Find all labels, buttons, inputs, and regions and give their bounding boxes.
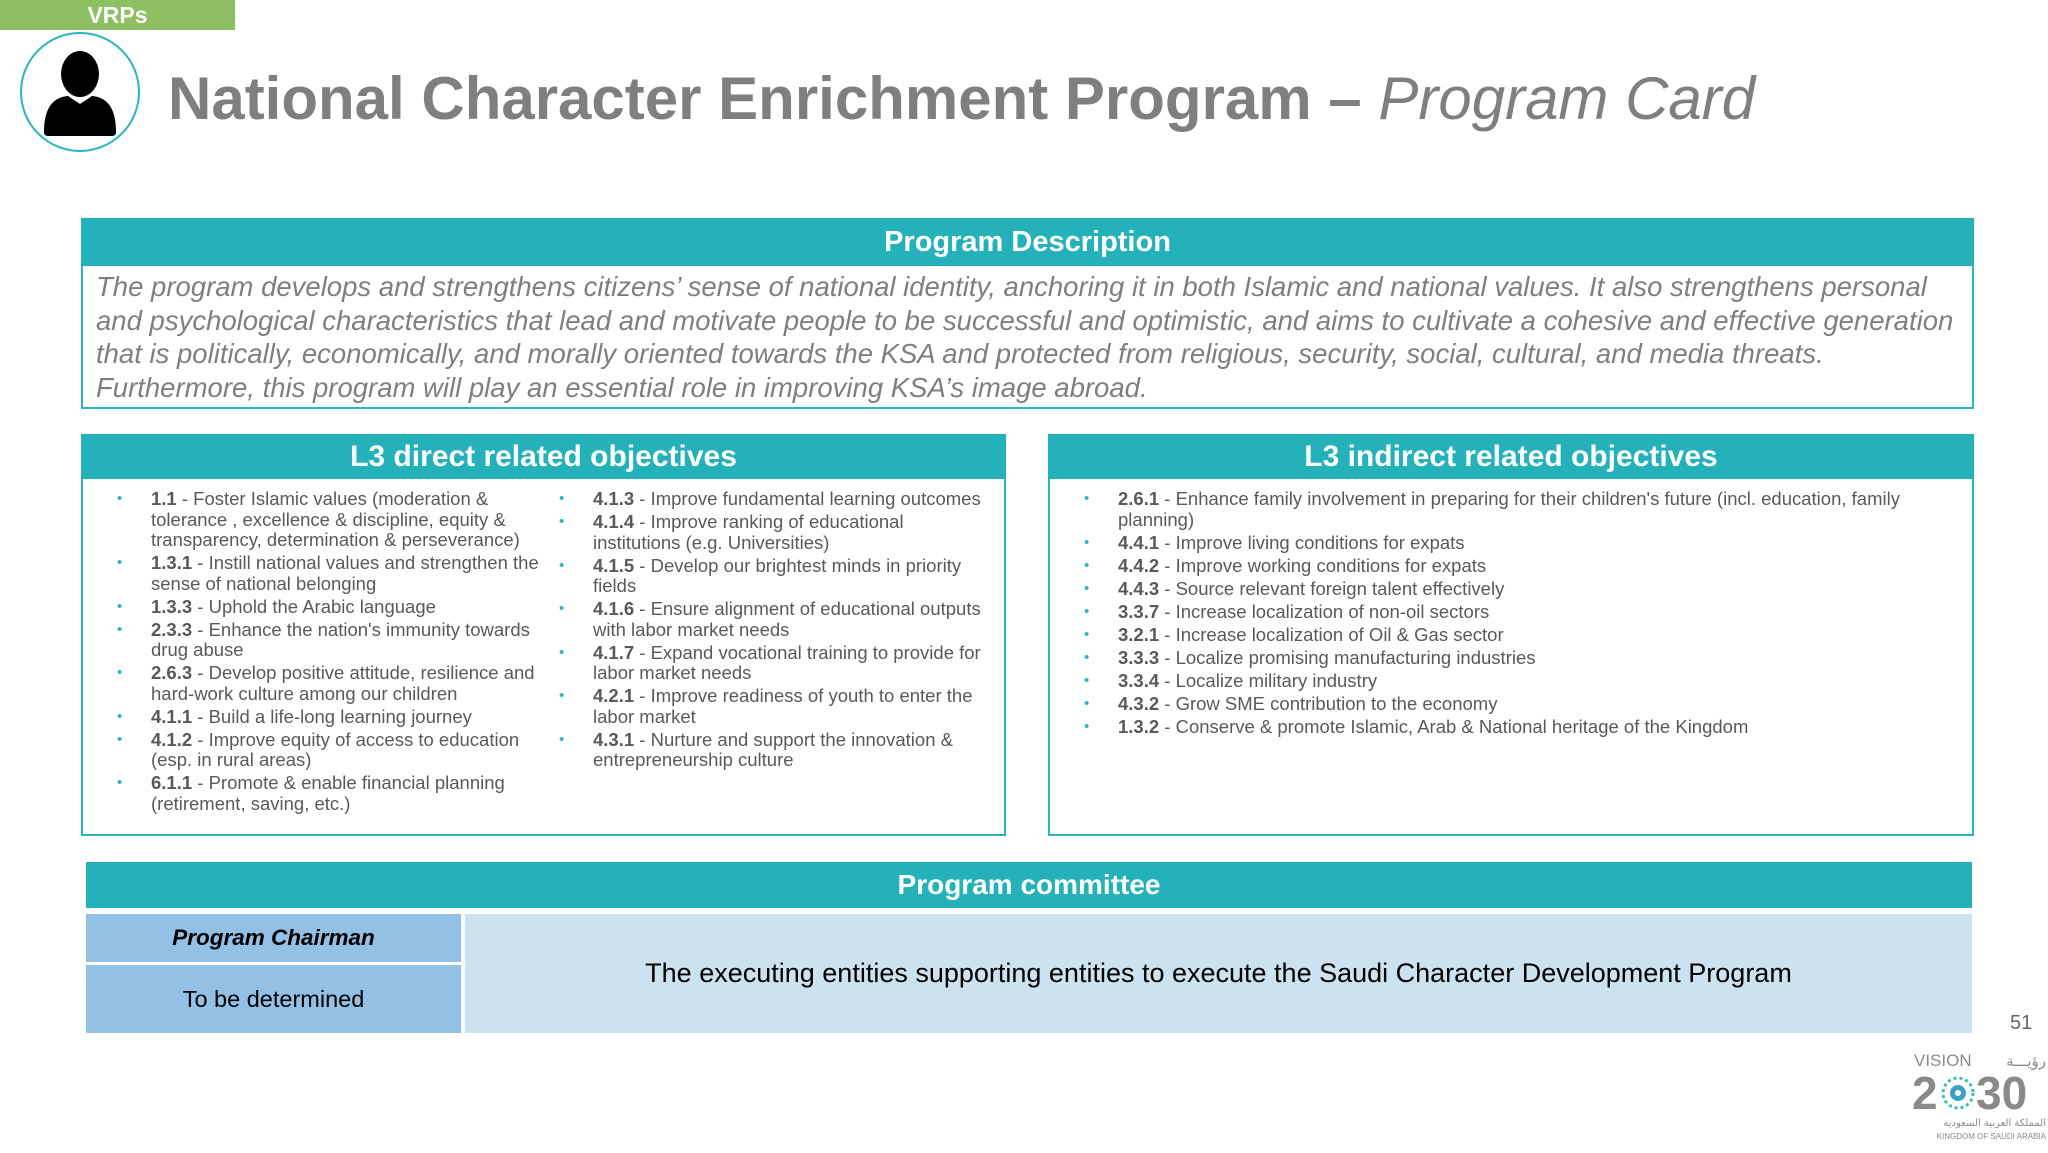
objective-item: • 4.4.1 - Improve living conditions for expats (1084, 531, 1465, 553)
page-number: 51 (2010, 1012, 2033, 1034)
description-header: Program Description (81, 218, 1974, 266)
objective-item: • 6.1.1 - Promote & enable financial planning (retirement, saving, etc.) (117, 772, 505, 814)
logo-year-left: 2 (1912, 1067, 1938, 1119)
objective-item: • 4.1.4 - Improve ranking of educational institutions (e.g. Universities) (559, 511, 904, 553)
logo-vision-text: VISION (1914, 1051, 1972, 1070)
objective-item: • 4.1.7 - Expand vocational training to provide for labor market needs (559, 641, 981, 683)
objective-item: • 4.1.3 - Improve fundamental learning outcomes (559, 488, 981, 509)
logo-kingdom-text: KINGDOM OF SAUDI ARABIA (1936, 1132, 2046, 1141)
logo-emblem (1943, 1078, 1973, 1108)
objective-item: • 1.3.3 - Uphold the Arabic language (117, 595, 436, 617)
objective-item: • 4.1.5 - Develop our brightest minds in priority fields (559, 554, 962, 596)
logo-year-right: 30 (1976, 1067, 2028, 1119)
objective-item: • 3.3.4 - Localize military industry (1084, 669, 1378, 691)
objective-item: • 4.1.1 - Build a life-long learning journey (117, 705, 472, 727)
executing-entities: The executing entities supporting entities to execute the Saudi Character Development Program (465, 914, 1972, 1033)
logo-arabic-vision: رؤيـــة (2006, 1052, 2046, 1070)
objective-item: • 4.3.2 - Grow SME contribution to the economy (1084, 692, 1498, 714)
indirect-objectives-list (1084, 489, 1964, 740)
description-text: The program develops and strengthens citizens’ sense of national identity, anchoring it in both Islamic and national values. It also strengthens personal and psychological characteristics that lead and motivate people to be successful and optimistic, and aims to cultivate a cohesive and effective generation that is politically, economically, and morally oriented towards the KSA and protected from religious, security, social, cultural, and media threats. Furthermore, this program will play an essential role in improving KSA’s image abroad. (96, 271, 1954, 403)
objective-item: • 1.1 - Foster Islamic values (moderation & tolerance , excellence & discipline, equity & transparency, determination & perseverance) (117, 488, 520, 550)
direct-objectives-header: L3 direct related objectives (81, 434, 1006, 479)
objective-item: • 4.1.2 - Improve equity of access to education (esp. in rural areas) (117, 728, 520, 770)
title-sub: Program Card (1378, 65, 1756, 132)
chairman-value: To be determined (86, 965, 461, 1033)
committee-header: Program committee (86, 862, 1972, 908)
objective-item: • 3.3.3 - Localize promising manufacturing industries (1084, 646, 1536, 668)
objective-item: • 2.3.3 - Enhance the nation's immunity towards drug abuse (117, 618, 530, 660)
objective-item: • 3.3.7 - Increase localization of non-oil sectors (1084, 600, 1490, 622)
objective-item: • 1.3.2 - Conserve & promote Islamic, Arab & National heritage of the Kingdom (1084, 715, 1749, 737)
objective-item: • 4.3.1 - Nurture and support the innovation & entrepreneurship culture (559, 728, 953, 770)
objective-item: • 4.4.3 - Source relevant foreign talent effectively (1084, 577, 1505, 599)
avatar (20, 32, 140, 152)
objective-item: • 4.2.1 - Improve readiness of youth to enter the labor market (559, 685, 973, 727)
objective-item: • 1.3.1 - Instill national values and strengthen the sense of national belonging (117, 552, 539, 594)
page-title (168, 64, 1755, 134)
indirect-objectives-header: L3 indirect related objectives (1048, 434, 1974, 479)
direct-objectives-list-left (117, 489, 542, 817)
chairman-label: Program Chairman (86, 914, 461, 962)
direct-objectives-list-right (559, 489, 984, 773)
objective-item: • 2.6.1 - Enhance family involvement in preparing for their children's future (incl. education, family planning) (1084, 488, 1900, 530)
title-main: National Character Enrichment Program – (168, 65, 1362, 132)
objective-item: • 2.6.3 - Develop positive attitude, resilience and hard-work culture among our children (117, 662, 535, 704)
person-icon (22, 34, 138, 150)
objective-item: • 4.4.2 - Improve working conditions for expats (1084, 554, 1487, 576)
vision-2030-logo (1906, 1047, 2048, 1153)
logo-arabic-kingdom: المملكة العربية السعودية (1943, 1118, 2046, 1129)
objective-item: • 3.2.1 - Increase localization of Oil & Gas sector (1084, 623, 1504, 645)
objective-item: • 4.1.6 - Ensure alignment of educational outputs with labor market needs (559, 598, 981, 640)
section-tag: VRPs (0, 0, 235, 30)
